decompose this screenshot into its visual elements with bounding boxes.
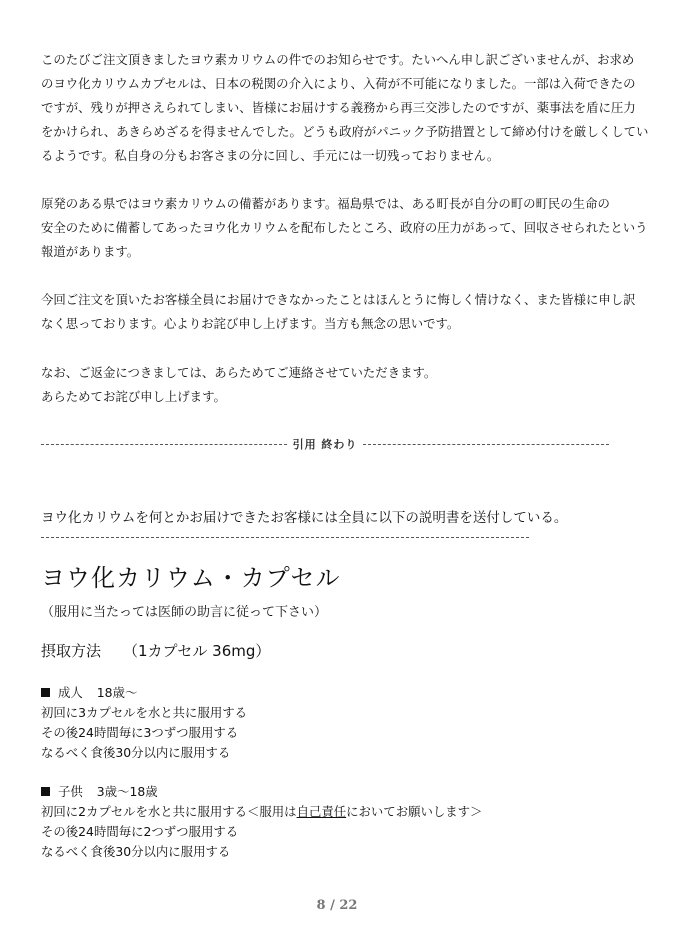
text-line: 安全のために備蓄してあったヨウ化カリウムを配布したところ、政府の圧力があって、回収させられたという [41, 220, 648, 235]
letter-paragraph-4 [41, 361, 641, 409]
letter-paragraph-3 [41, 288, 641, 336]
dosage-line [41, 802, 482, 822]
adult-dosage-section [41, 683, 247, 763]
square-bullet-icon [41, 787, 50, 796]
child-heading [41, 782, 482, 802]
quote-end-label: 引用 終わり [292, 438, 358, 451]
text-line: 報道があります。 [41, 244, 140, 259]
text-line: なく思っております。心よりお詫び申し上げます。当方も無念の思いです。 [41, 316, 460, 331]
page-indicator: 8 / 22 [316, 898, 358, 913]
dose-info: （1カプセル 36mg） [123, 642, 271, 660]
method-label: 摂取方法 [41, 642, 102, 660]
intro-text: ヨウ化カリウムを何とかお届けできたお客様には全員に以下の説明書を送付している。 [41, 510, 568, 526]
square-bullet-icon [41, 688, 50, 697]
dosage-line: その後24時間毎に2つずつ服用する [41, 824, 239, 839]
text-line: このたびご注文頂きましたヨウ素カリウムの件でのお知らせです。たいへん申し訳ございませんが、お求め [41, 52, 635, 67]
text-line: のヨウ化カリウムカプセルは、日本の税関の介入により、入荷が不可能になりました。一部は入荷できたの [41, 76, 636, 91]
dosage-line: 初回に3カプセルを水と共に服用する [41, 705, 248, 720]
age-range: 18歳～ [96, 685, 138, 700]
manual-note: （服用に当たっては医師の助言に従って下さい） [41, 605, 328, 620]
age-range: 3歳～18歳 [96, 784, 158, 799]
letter-paragraph-2 [41, 192, 648, 264]
dashed-rule [363, 444, 609, 445]
letter-paragraph-1 [41, 48, 649, 168]
dosage-text: においてお願いします＞ [346, 804, 483, 819]
text-line: なお、ご返金につきましては、あらためてご連絡させていただきます。 [41, 365, 437, 380]
text-line: あらためてお詫び申し上げます。 [41, 389, 226, 404]
child-dosage-section [41, 782, 482, 862]
manual-title: ヨウ化カリウム・カプセル [41, 564, 341, 592]
dashed-rule [41, 537, 529, 538]
text-line: をかけられ、あきらめざるを得ませんでした。どうも政府がパニック予防措置として締め付けを厳しくしてい [41, 124, 649, 139]
dosage-line: なるべく食後30分以内に服用する [41, 844, 231, 859]
dosage-line: なるべく食後30分以内に服用する [41, 745, 231, 760]
dashed-rule [41, 444, 287, 445]
dosage-line: その後24時間毎に3つずつ服用する [41, 725, 239, 740]
text-line: ですが、残りが押さえられてしまい、皆様にお届けする義務から再三交渉したのですが、薬事法を盾に圧力 [41, 100, 636, 115]
text-line: 今回ご注文を頂いたお客様全員にお届けできなかったことはほんとうに悔しく情けなく、また皆様に申し訳 [41, 292, 636, 307]
adult-heading [41, 683, 247, 703]
group-label: 成人 [58, 685, 83, 700]
intake-method-heading [41, 640, 270, 661]
text-line: るようです。私自身の分もお客さまの分に回し、手元には一切残っておりません。 [41, 148, 500, 163]
quote-end-divider [41, 433, 609, 455]
underlined-text: 自己責任 [296, 804, 347, 819]
dosage-text: 初回に2カプセルを水と共に服用する＜服用は [41, 804, 297, 819]
text-line: 原発のある県ではヨウ素カリウムの備蓄があります。福島県では、ある町長が自分の町の町民の生命の [41, 196, 610, 211]
group-label: 子供 [58, 784, 83, 799]
